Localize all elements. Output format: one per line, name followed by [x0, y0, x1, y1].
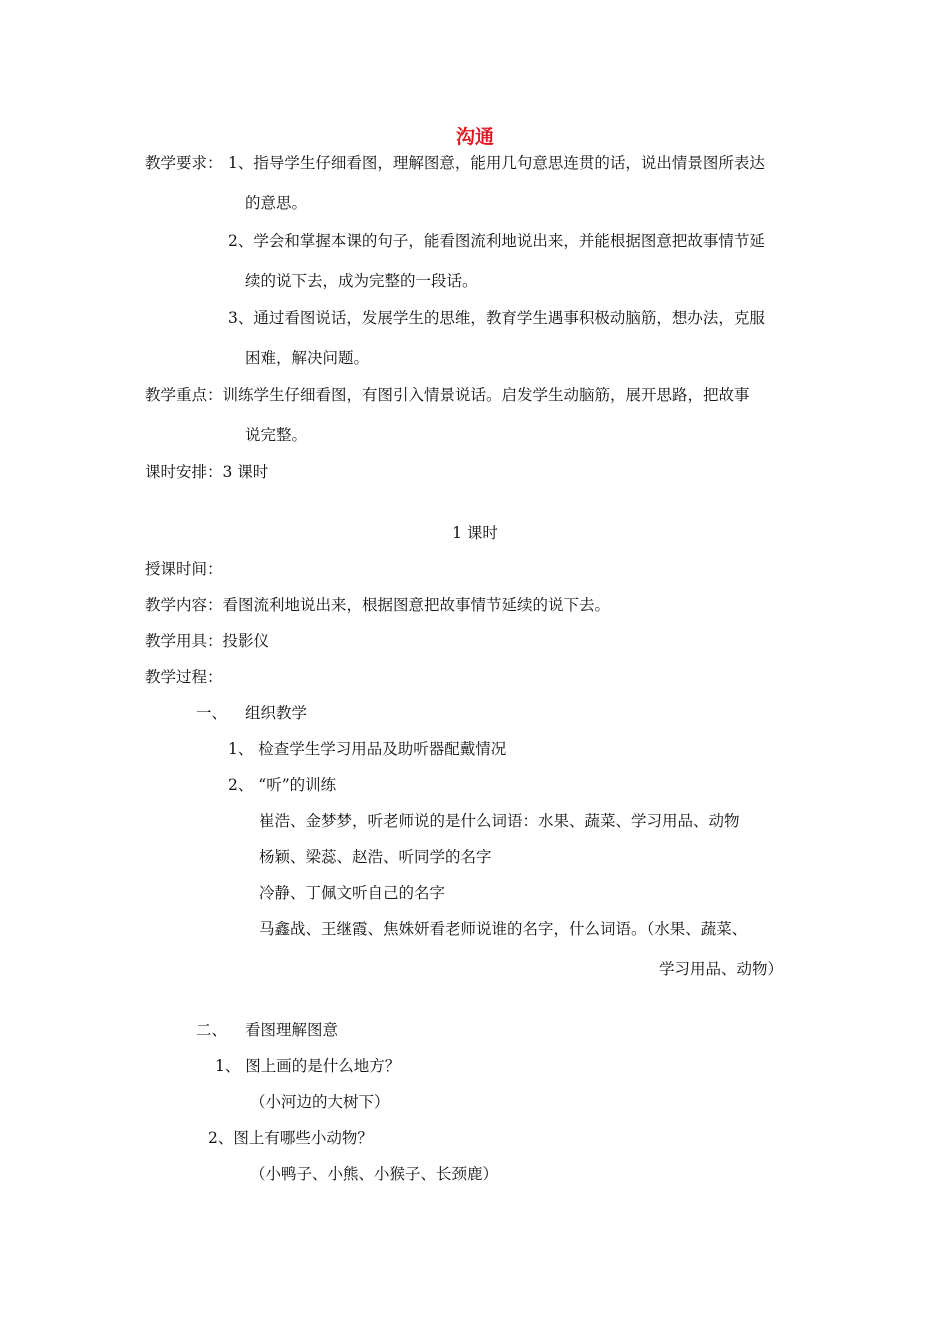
section-1-step-2: 2、 “听”的训练: [228, 776, 337, 794]
requirement-3-line-2: 困难，解决问题。: [245, 349, 370, 367]
section-1-number: 一、: [196, 704, 228, 722]
content-line: 教学内容：看图流利地说出来，根据图意把故事情节延续的说下去。: [145, 596, 611, 614]
requirement-2-line-1: 2、学会和掌握本课的句子，能看图流利地说出来，并能根据图意把故事情节延: [228, 232, 765, 250]
requirement-1-line-2: 的意思。: [245, 194, 308, 212]
section-1-detail-1: 崔浩、金梦梦，听老师说的是什么词语：水果、蔬菜、学习用品、动物: [259, 812, 740, 830]
section-2-question-1: 1、 图上画的是什么地方？: [215, 1057, 401, 1075]
section-2-answer-2: （小鸭子、小熊、小猴子、长颈鹿）: [250, 1165, 499, 1183]
section-1-detail-2: 杨颖、梁蕊、赵浩、听同学的名字: [259, 848, 492, 866]
section-1-detail-3: 冷静、丁佩文听自己的名字: [259, 884, 446, 902]
requirement-1-line-1: 1、指导学生仔细看图，理解图意，能用几句意思连贯的话，说出情景图所表达: [228, 154, 765, 172]
process-line: 教学过程：: [145, 668, 223, 686]
section-2-answer-1: （小河边的大树下）: [250, 1093, 390, 1111]
lesson-heading: 1 课时: [452, 524, 498, 542]
focus-line-2: 说完整。: [245, 426, 308, 444]
document-title: 沟通: [455, 126, 494, 148]
tools-line: 教学用具：投影仪: [145, 632, 270, 650]
schedule-line: 课时安排：3 课时: [145, 463, 269, 481]
section-1-detail-5: 学习用品、动物）: [659, 960, 784, 978]
section-1-detail-4: 马鑫战、王继霞、焦姝妍看老师说谁的名字，什么词语。（水果、蔬菜、: [259, 920, 748, 938]
requirement-3-line-1: 3、通过看图说话，发展学生的思维，教育学生遇事积极动脑筋，想办法，克服: [228, 309, 765, 327]
section-1-step-1: 1、 检查学生学习用品及助听器配戴情况: [228, 740, 507, 758]
requirement-2-line-2: 续的说下去，成为完整的一段话。: [245, 272, 478, 290]
requirements-label: 教学要求：: [145, 154, 223, 172]
section-2-question-2: 2、图上有哪些小动物？: [208, 1129, 373, 1147]
section-2-title: 看图理解图意: [245, 1021, 339, 1039]
time-line: 授课时间：: [145, 560, 223, 578]
section-2-number: 二、: [196, 1021, 228, 1039]
section-1-title: 组织教学: [245, 704, 308, 722]
focus-line-1: 教学重点：训练学生仔细看图，有图引入情景说话。启发学生动脑筋，展开思路，把故事: [145, 386, 750, 404]
